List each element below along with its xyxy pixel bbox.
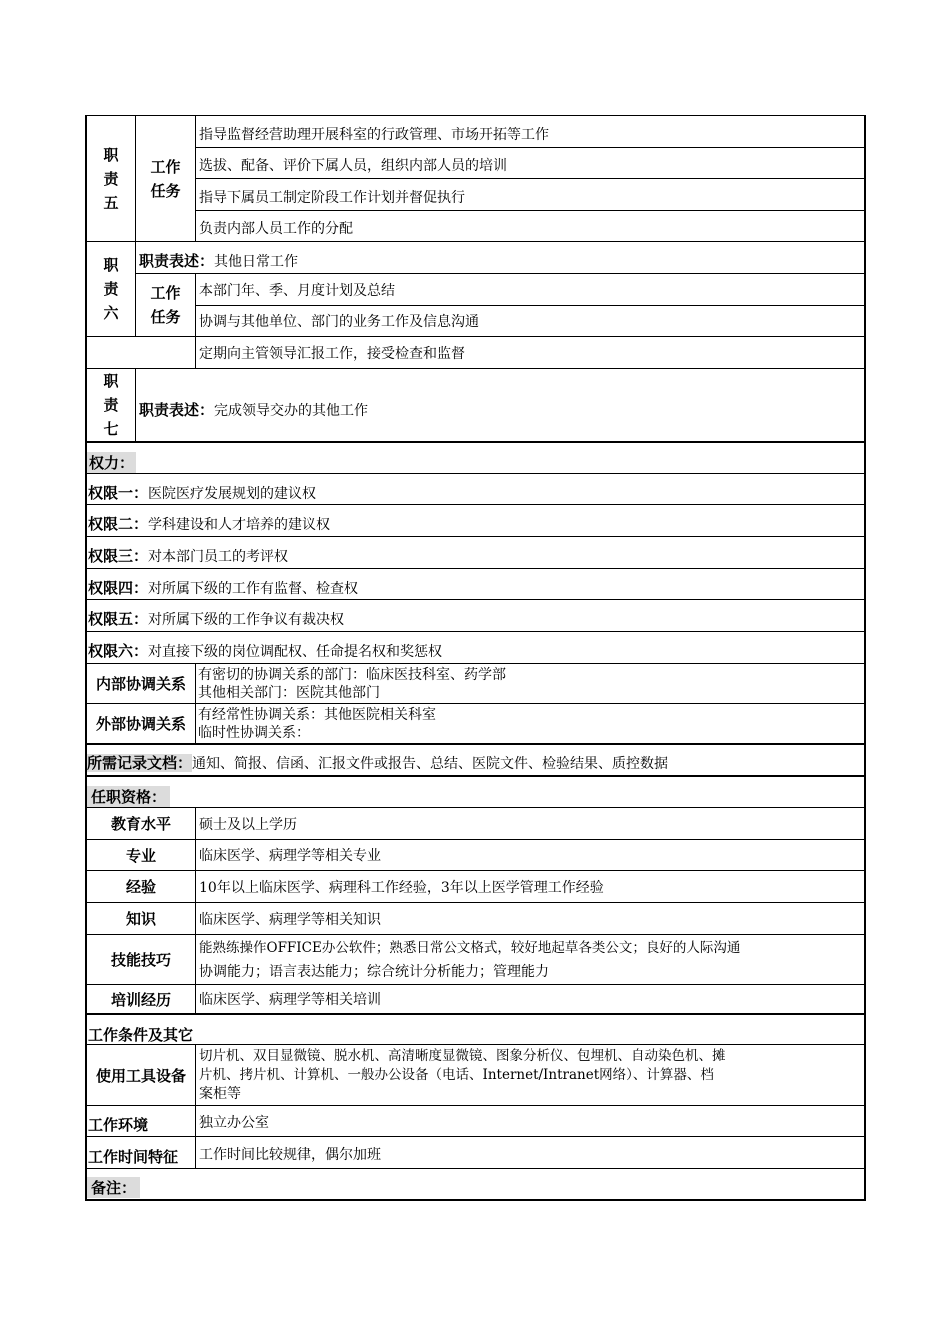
tools-line-2: 片机、拷片机、计算机、一般办公设备（电话、Internet/Intranet网络）、计算器、档 (199, 1067, 714, 1083)
duty5-task-1: 指导监督经营助理开展科室的行政管理、市场开拓等工作 (199, 127, 549, 143)
qualification-education-label: 教育水平 (110, 815, 171, 833)
qualification-title: 任职资格： (87, 786, 170, 807)
qualification-education-value: 硕士及以上学历 (199, 817, 297, 833)
conditions-title: 工作条件及其它 (88, 1026, 194, 1044)
tools-line-1: 切片机、双目显微镜、脱水机、高清晰度显微镜、图象分析仪、包埋机、自动染色机、摊 (199, 1048, 726, 1064)
duty6-desc-text: 其他日常工作 (214, 254, 299, 270)
internal-coordination-line-2: 其他相关部门：医院其他部门 (198, 685, 380, 701)
qualification-knowledge-value: 临床医学、病理学等相关知识 (199, 912, 381, 928)
work-time-label: 工作时间特征 (88, 1148, 179, 1166)
duty5-task-2: 选拔、配备、评价下属人员，组织内部人员的培训 (199, 158, 507, 174)
external-coordination-label: 外部协调关系 (95, 715, 186, 733)
authority-item-3: 权限三：对本部门员工的考评权 (88, 547, 289, 565)
authority-item-6: 权限六：对直接下级的岗位调配权、任命提名权和奖惩权 (88, 642, 443, 660)
authority-item-5: 权限五：对所属下级的工作争议有裁决权 (88, 610, 345, 628)
duty7-desc-text: 完成领导交办的其他工作 (214, 403, 369, 419)
external-coordination-line-2: 临时性协调关系： (198, 725, 310, 741)
qualification-knowledge-label: 知识 (125, 910, 156, 928)
duty5-label: 职 责 五 (103, 145, 119, 212)
duty6-desc-label: 职责表述： (139, 252, 215, 270)
records-label: 所需记录文档： (87, 754, 193, 772)
authority-item-2: 权限二：学科建设和人才培养的建议权 (88, 515, 331, 533)
environment-value: 独立办公室 (199, 1115, 269, 1131)
records-row (87, 752, 668, 773)
qualification-experience-label: 经验 (125, 878, 156, 896)
duty6-task-3: 定期向主管领导汇报工作，接受检查和监督 (199, 346, 465, 362)
duty6-task-1: 本部门年、季、月度计划及总结 (199, 283, 395, 299)
remarks-label: 备注： (87, 1177, 140, 1198)
internal-coordination-line-1: 有密切的协调关系的部门：临床医技科室、药学部 (198, 667, 506, 683)
authority-item-1: 权限一：医院医疗发展规划的建议权 (88, 484, 317, 502)
duty7-desc-label: 职责表述： (139, 401, 215, 419)
environment-label: 工作环境 (88, 1116, 149, 1134)
internal-coordination-label: 内部协调关系 (95, 675, 186, 693)
authority-title: 权力： (89, 454, 135, 472)
qualification-major-label: 专业 (125, 846, 156, 865)
duty6-label: 职 责 六 (103, 256, 119, 322)
qualification-major-value: 临床医学、病理学等相关专业 (199, 848, 381, 864)
tools-line-3: 案柜等 (199, 1086, 241, 1102)
duty6-task-label: 工作 任务 (150, 284, 181, 326)
duty6-description (139, 250, 298, 271)
external-coordination-line-1: 有经常性协调关系：其他医院相关科室 (198, 707, 436, 723)
duty5-task-label: 工作 任务 (150, 157, 181, 200)
work-time-value: 工作时间比较规律，偶尔加班 (199, 1147, 381, 1163)
duty5-task-3: 指导下属员工制定阶段工作计划并督促执行 (199, 190, 465, 206)
duty7-description (139, 399, 368, 420)
duty5-task-4: 负责内部人员工作的分配 (199, 221, 353, 237)
duty6-task-2: 协调与其他单位、部门的业务工作及信息沟通 (199, 314, 479, 330)
qualification-training-value: 临床医学、病理学等相关培训 (199, 992, 381, 1008)
qualification-skills-line-1: 能熟练操作OFFICE办公软件；熟悉日常公文格式，较好地起草各类公文；良好的人际沟通 (199, 940, 741, 956)
qualification-experience-value: 10年以上临床医学、病理科工作经验，3年以上医学管理工作经验 (199, 880, 604, 896)
authority-item-4: 权限四：对所属下级的工作有监督、检查权 (88, 579, 359, 597)
tools-label: 使用工具设备 (95, 1066, 186, 1085)
qualification-training-label: 培训经历 (110, 990, 171, 1009)
duty7-label: 职 责 七 (103, 372, 119, 438)
qualification-skills-label: 技能技巧 (110, 951, 171, 969)
qualification-skills-line-2: 协调能力；语言表达能力；综合统计分析能力；管理能力 (199, 964, 549, 980)
records-text: 通知、简报、信函、汇报文件或报告、总结、医院文件、检验结果、质控数据 (192, 756, 669, 772)
